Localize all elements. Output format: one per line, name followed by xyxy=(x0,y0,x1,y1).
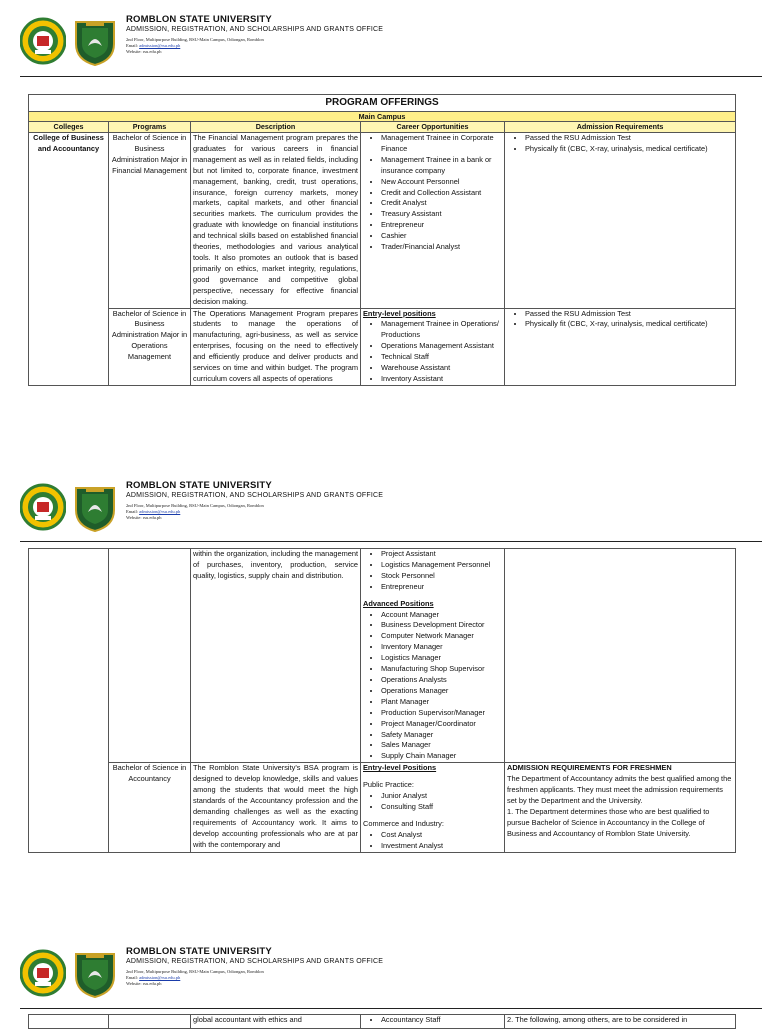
admission-heading: ADMISSION REQUIREMENTS FOR FRESHMEN xyxy=(507,763,672,773)
commerce-industry-label: Commerce and Industry: xyxy=(363,818,444,828)
program-cell: Bachelor of Science in Business Administration Major in Financial Management xyxy=(109,133,191,309)
email-link[interactable]: admission@rsu.edu.ph xyxy=(139,975,181,980)
table-row xyxy=(29,763,736,852)
address-line: 2nd Floor, Multipurpose Building, RSU-Main Campus, Odiongan, Romblon xyxy=(126,969,264,974)
list-item: • Cost Analyst xyxy=(381,830,502,841)
website-line: Website: rsu.edu.ph xyxy=(126,981,162,986)
table-row xyxy=(29,549,736,763)
list-item: • Accountancy Staff xyxy=(381,1015,502,1026)
list-item: • Treasury Assistant xyxy=(381,209,502,220)
website-line: Website: rsu.edu.ph xyxy=(126,515,162,520)
list-item: • Entrepreneur xyxy=(381,582,502,593)
program-cell: Bachelor of Science in Business Administration Major in Operations Management xyxy=(109,308,191,385)
list-item: • Production Supervisor/Manager xyxy=(381,708,502,719)
email-label: Email: xyxy=(126,975,138,980)
description-cell: The Operations Management Program prepares students to manage the operations of manufacturing, agri-business, as well as service enterprises, focusing on the need to effectively and efficiently produce and deliver products and services on time and within budget. The program curriculum covers all aspects of operations xyxy=(191,308,361,385)
college-cell: College of Business and Accountancy xyxy=(29,133,109,386)
list-item: • Management Trainee in Operations/ Productions xyxy=(381,319,502,341)
description-cell: The Romblon State University's BSA program is designed to develop knowledge, skills and values among the students that would meet the high standards of the Accountancy profession and the demanding challenges as well as the exacting requirements of Accountancy work. It aims to develop accounting professionals who are at par with the contemporary and xyxy=(191,763,361,852)
description-cell: The Financial Management program prepares the graduates for various careers in financial management as well as in related fields, including but not limited to, corporate finance, investment management, banking, credit, trust operations, insurance, foreign currency markets, money markets, capital markets, and other financial securities markets. The curriculum provides the graduate with knowledge on financial institutions and technical skills based on established financial theories, methodologies and various analytical tools. It also promotes an outlook that is based primarily on ethics, market integrity, regulations, good governance and competitive global perspective, necessary for effective financial decision making. xyxy=(191,133,361,309)
list-item: • Passed the RSU Admission Test xyxy=(525,133,733,144)
email-line xyxy=(126,43,180,48)
college-shield-logo xyxy=(72,948,118,998)
list-item: • Trader/Financial Analyst xyxy=(381,242,502,253)
list-item: • Business Development Director xyxy=(381,620,502,631)
list-item: • Plant Manager xyxy=(381,697,502,708)
website-line: Website: rsu.edu.ph xyxy=(126,49,162,54)
program-offerings-table-page-1 xyxy=(28,94,736,386)
career-heading: Entry-level Positions xyxy=(363,763,437,773)
page-break-1 xyxy=(0,428,768,478)
list-item: • Inventory Manager xyxy=(381,642,502,653)
career-heading: Entry-level positions xyxy=(363,308,436,318)
list-item: • Management Trainee in Corporate Finance xyxy=(381,133,502,155)
college-shield-logo xyxy=(72,16,118,66)
university-name: ROMBLON STATE UNIVERSITY xyxy=(126,14,272,25)
public-practice-label: Public Practice: xyxy=(363,780,414,790)
list-item: • Operations Management Assistant xyxy=(381,341,502,352)
list-item: • Logistics Manager xyxy=(381,653,502,664)
table-title: PROGRAM OFFERINGS xyxy=(29,95,736,112)
list-item: • Credit and Collection Assistant xyxy=(381,188,502,199)
career-cell xyxy=(361,308,505,385)
admission-cell xyxy=(505,308,736,385)
email-label: Email: xyxy=(126,509,138,514)
admission-cell-continued xyxy=(505,549,736,763)
address-line: 2nd Floor, Multipurpose Building, RSU-Main Campus, Odiongan, Romblon xyxy=(126,37,264,42)
table-row xyxy=(29,133,736,309)
career-cell xyxy=(361,133,505,309)
program-cell-continued xyxy=(109,549,191,763)
career-cell xyxy=(361,763,505,852)
list-item: • Inventory Assistant xyxy=(381,374,502,385)
admission-text: The Department of Accountancy admits the best qualified among the freshmen applicants. They must meet the admission requirements set by the Department and the University. xyxy=(507,774,732,805)
list-item: • Cashier xyxy=(381,231,502,242)
college-shield-logo xyxy=(72,482,118,532)
office-name: ADMISSION, REGISTRATION, AND SCHOLARSHIPS AND GRANTS OFFICE xyxy=(126,26,384,33)
email-link[interactable]: admission@rsu.edu.ph xyxy=(139,43,181,48)
list-item: • New Account Personnel xyxy=(381,177,502,188)
program-offerings-table-page-3 xyxy=(28,1014,736,1029)
list-item: • Project Manager/Coordinator xyxy=(381,719,502,730)
header-rule xyxy=(20,76,762,77)
university-seal-logo xyxy=(20,16,66,66)
main-campus-banner: Main Campus xyxy=(29,112,736,122)
college-cell-continued xyxy=(29,1015,109,1029)
university-name: ROMBLON STATE UNIVERSITY xyxy=(126,946,272,957)
table-header-row xyxy=(29,122,736,133)
list-item: • Project Assistant xyxy=(381,549,502,560)
list-item: • Passed the RSU Admission Test xyxy=(525,309,733,320)
list-item: • Warehouse Assistant xyxy=(381,363,502,374)
university-name: ROMBLON STATE UNIVERSITY xyxy=(126,480,272,491)
address-line: 2nd Floor, Multipurpose Building, RSU-Main Campus, Odiongan, Romblon xyxy=(126,503,264,508)
header-rule xyxy=(20,1008,762,1009)
program-offerings-table-page-2 xyxy=(28,548,736,853)
email-label: Email: xyxy=(126,43,138,48)
table-row xyxy=(29,1015,736,1029)
col-header-career: Career Opportunities xyxy=(361,122,505,133)
office-name: ADMISSION, REGISTRATION, AND SCHOLARSHIPS AND GRANTS OFFICE xyxy=(126,958,384,965)
list-item: • Physically fit (CBC, X-ray, urinalysis, medical certificate) xyxy=(525,319,733,330)
list-item: • Manufacturing Shop Supervisor xyxy=(381,664,502,675)
list-item: • Stock Personnel xyxy=(381,571,502,582)
career-cell xyxy=(361,549,505,763)
list-item: • Physically fit (CBC, X-ray, urinalysis, medical certificate) xyxy=(525,144,733,155)
email-link[interactable]: admission@rsu.edu.ph xyxy=(139,509,181,514)
program-cell: Bachelor of Science in Accountancy xyxy=(109,763,191,852)
career-heading: Advanced Positions xyxy=(363,598,434,608)
email-line xyxy=(126,509,180,514)
career-cell xyxy=(361,1015,505,1029)
admission-cell xyxy=(505,763,736,852)
list-item: • Investment Analyst xyxy=(381,841,502,852)
list-item: • Supply Chain Manager xyxy=(381,751,502,762)
list-item: • Operations Analysts xyxy=(381,675,502,686)
list-item: • Management Trainee in a bank or insurance company xyxy=(381,155,502,177)
header-rule xyxy=(20,541,762,542)
list-item: • Consulting Staff xyxy=(381,802,502,813)
list-item: • Account Manager xyxy=(381,610,502,621)
university-seal-logo xyxy=(20,948,66,998)
col-header-admission: Admission Requirements xyxy=(505,122,736,133)
college-cell-continued xyxy=(29,549,109,853)
col-header-programs: Programs xyxy=(109,122,191,133)
col-header-description: Description xyxy=(191,122,361,133)
list-item: • Credit Analyst xyxy=(381,198,502,209)
description-cell: global accountant with ethics and xyxy=(191,1015,361,1029)
list-item: • Junior Analyst xyxy=(381,791,502,802)
list-item: • Operations Manager xyxy=(381,686,502,697)
office-name: ADMISSION, REGISTRATION, AND SCHOLARSHIPS AND GRANTS OFFICE xyxy=(126,492,384,499)
email-line xyxy=(126,975,180,980)
list-item: • Safety Manager xyxy=(381,730,502,741)
admission-cell: 2. The following, among others, are to be considered in xyxy=(505,1015,736,1029)
admission-point: 1. The Department determines those who are best qualified to pursue Bachelor of Science in Accountancy in the College of Business and Accountancy of Romblon State University. xyxy=(507,806,710,838)
letterhead-page-3 xyxy=(20,946,760,1004)
program-cell-continued xyxy=(109,1015,191,1029)
list-item: • Computer Network Manager xyxy=(381,631,502,642)
admission-cell xyxy=(505,133,736,309)
col-header-colleges: Colleges xyxy=(29,122,109,133)
list-item: • Entrepreneur xyxy=(381,220,502,231)
letterhead-page-1 xyxy=(20,14,760,72)
university-seal-logo xyxy=(20,482,66,532)
letterhead-page-2 xyxy=(20,480,760,538)
list-item: • Sales Manager xyxy=(381,740,502,751)
page-break-2 xyxy=(0,888,768,944)
list-item: • Technical Staff xyxy=(381,352,502,363)
list-item: • Logistics Management Personnel xyxy=(381,560,502,571)
description-cell: within the organization, including the management of purchases, inventory, production, service quality, logistics, supply chain and distribution. xyxy=(191,549,361,763)
table-row xyxy=(29,308,736,385)
